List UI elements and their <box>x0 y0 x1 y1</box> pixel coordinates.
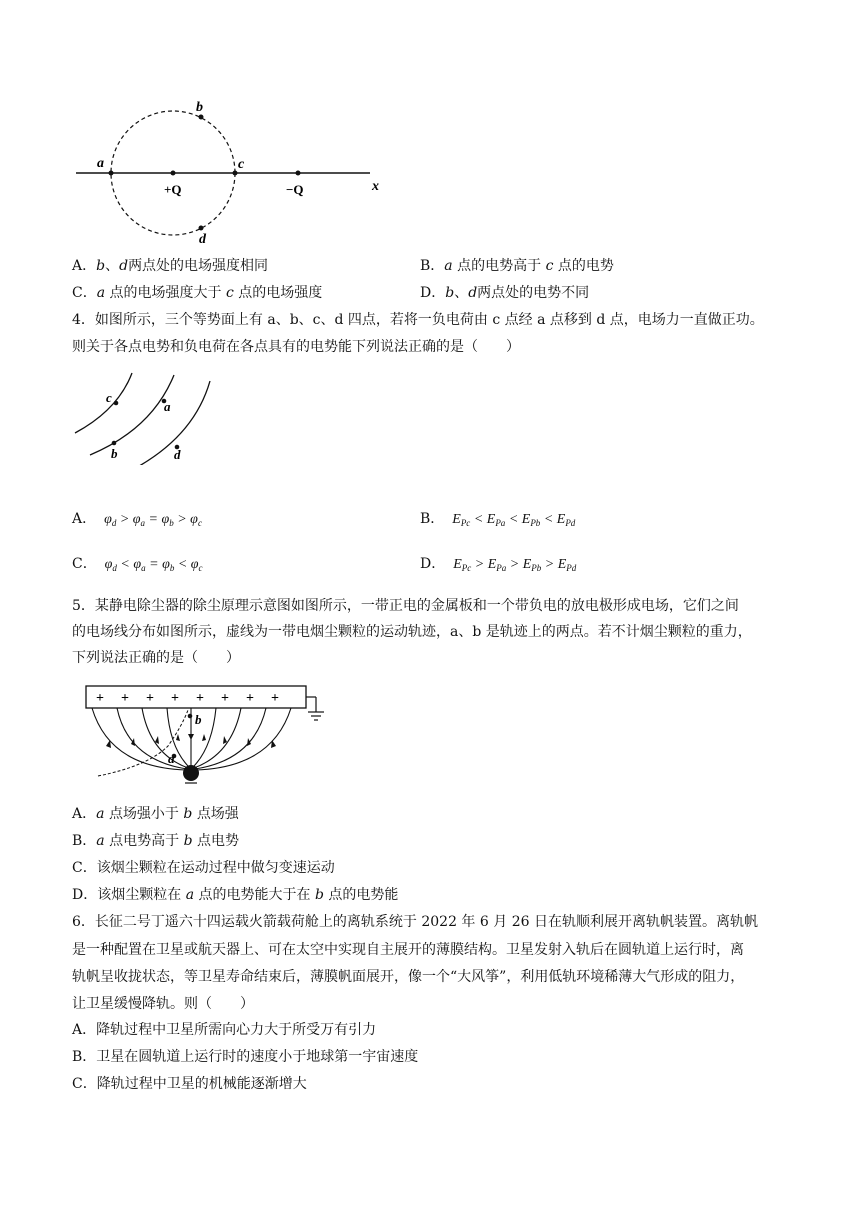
q6-stem-line2: 是一种配置在卫星或航天器上、可在太空中实现自主展开的薄膜结构。卫星发射入轨后在圆轨道上运行时，离 <box>72 942 744 958</box>
plate-plus-8: + <box>271 691 279 706</box>
fig3-label-d: d <box>199 232 206 247</box>
fig4-label-b: b <box>111 446 118 461</box>
q4-stem-line2: 则关于各点电势和负电荷在各点具有的电势能下列说法正确的是（ ） <box>72 339 520 355</box>
q4-option-c[interactable]: C． $\varphi_d < \varphi_a = \varphi_b < \varphi_c$ <box>72 556 203 573</box>
q3-option-a[interactable]: A．b、d两点处的电场强度相同 <box>72 258 269 274</box>
q5-option-d[interactable]: D．该烟尘颗粒在 a 点的电势能大于在 b 点的电势能 <box>72 887 399 903</box>
q6-stem-line4: 让卫星缓慢降轨。则（ ） <box>72 996 254 1012</box>
q5-stem-line2: 的电场线分布如图所示，虚线为一带电烟尘颗粒的运动轨迹，a、b 是轨迹上的两点。若不计烟尘颗粒的重力， <box>72 624 752 640</box>
q3-option-c[interactable]: C．a 点的电场强度大于 c 点的电场强度 <box>72 285 323 301</box>
plate-plus-2: + <box>121 691 129 706</box>
q6-option-b[interactable]: B．卫星在圆轨道上运行时的速度小于地球第一宇宙速度 <box>72 1049 419 1065</box>
q6-stem-line3: 轨帆呈收拢状态，等卫星寿命结束后，薄膜帆面展开，像一个“大风筝”，利用低轨环境稀薄大气形成的阻力， <box>72 969 745 985</box>
fig3-label-x-axis: x <box>372 179 379 194</box>
q3-option-d[interactable]: D．b、d两点处的电势不同 <box>420 285 590 301</box>
q5-stem-line1: 5．某静电除尘器的除尘原理示意图如图所示，一带正电的金属板和一个带负电的放电极形成电场，它们之间 <box>72 598 739 614</box>
plate-plus-4: + <box>171 691 179 706</box>
fig3-label-pos-q: +Q <box>164 182 182 197</box>
figure-q4-equipotential <box>70 365 220 465</box>
q4-option-a[interactable]: A． $\varphi_d > \varphi_a = \varphi_b > \varphi_c$ <box>72 511 202 528</box>
q6-option-a[interactable]: A．降轨过程中卫星所需向心力大于所受万有引力 <box>72 1022 377 1038</box>
fig5-label-b: b <box>195 712 202 727</box>
figure-q5-precipitator <box>70 680 340 785</box>
fig4-label-a: a <box>164 399 171 414</box>
plate-plus-5: + <box>196 691 204 706</box>
plate-plus-1: + <box>96 691 104 706</box>
fig3-label-b: b <box>196 100 203 115</box>
fig3-label-neg-q: −Q <box>286 182 304 197</box>
q6-stem-line1: 6．长征二号丁遥六十四运载火箭载荷舱上的离轨系统于 2022 年 6 月 26 日在轨顺利展开离轨帆装置。离轨帆 <box>72 914 758 930</box>
q5-option-a[interactable]: A．a 点场强小于 b 点场强 <box>72 806 239 822</box>
fig3-label-a: a <box>97 156 104 171</box>
plate-plus-6: + <box>221 691 229 706</box>
q6-option-c[interactable]: C．降轨过程中卫星的机械能逐渐增大 <box>72 1076 307 1092</box>
q5-option-c[interactable]: C．该烟尘颗粒在运动过程中做匀变速运动 <box>72 860 335 876</box>
figure-q3-circle-charges <box>70 95 400 250</box>
fig4-label-c: c <box>106 390 112 405</box>
plate-plus-7: + <box>246 691 254 706</box>
plate-plus-3: + <box>146 691 154 706</box>
q4-stem-line1: 4．如图所示，三个等势面上有 a、b、c、d 四点，若将一负电荷由 c 点经 a 点移到 d 点，电场力一直做正功。 <box>72 312 764 328</box>
q5-stem-line3: 下列说法正确的是（ ） <box>72 650 240 666</box>
fig4-label-d: d <box>174 447 181 462</box>
q5-option-b[interactable]: B．a 点电势高于 b 点电势 <box>72 833 239 849</box>
q3-option-b[interactable]: B．a 点的电势高于 c 点的电势 <box>420 258 614 274</box>
q4-option-d[interactable]: D． $E_{Pc} > E_{Pa} > E_{Pb} > E_{Pd}$ <box>420 556 577 573</box>
fig5-label-a: a <box>168 751 175 766</box>
q4-option-b[interactable]: B． $E_{Pc} < E_{Pa} < E_{Pb} < E_{Pd}$ <box>420 511 576 528</box>
fig3-label-c: c <box>238 157 245 172</box>
